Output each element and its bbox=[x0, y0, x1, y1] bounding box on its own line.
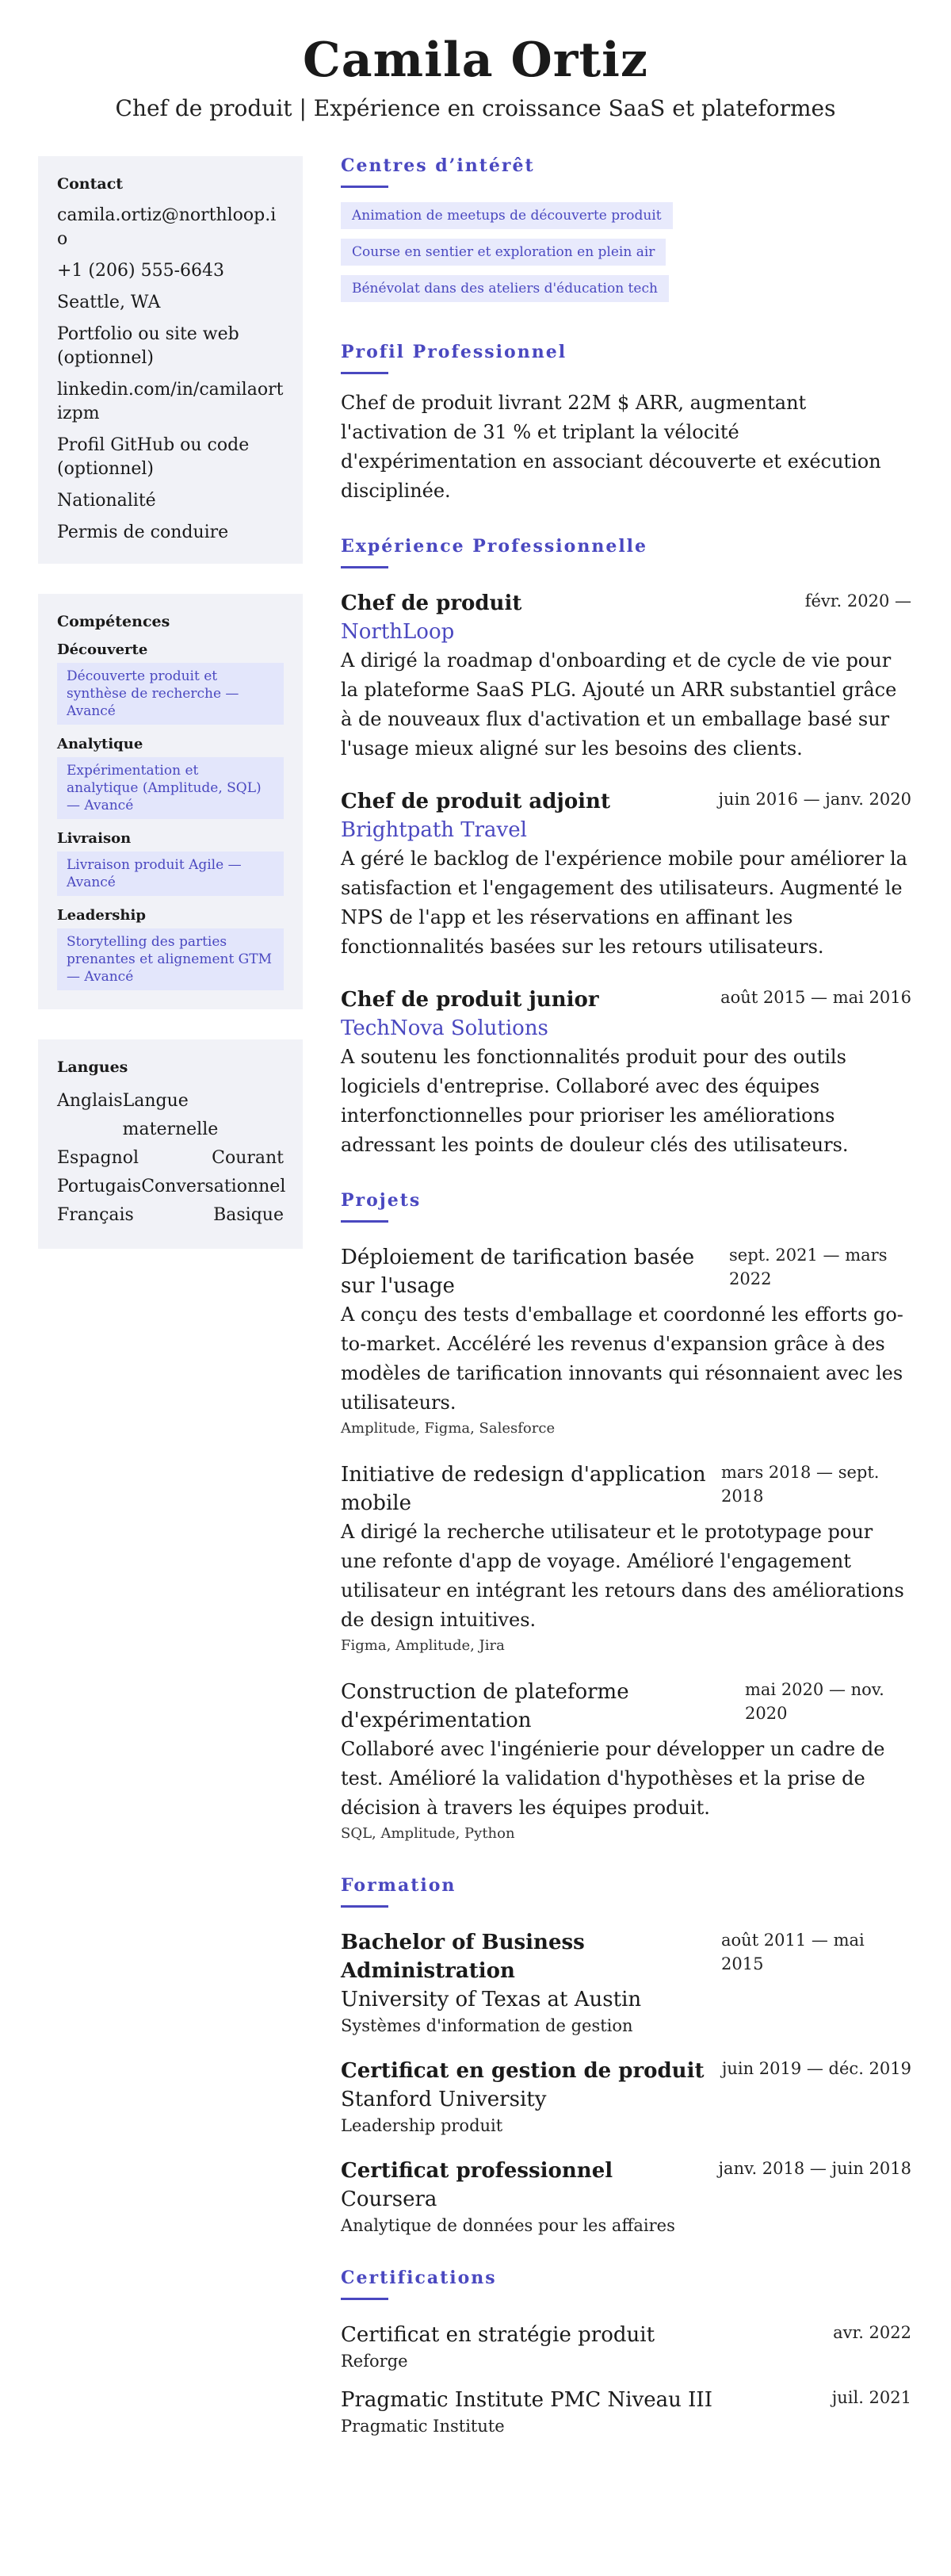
education-entry bbox=[341, 2057, 911, 2138]
language-row bbox=[57, 1087, 284, 1144]
interests-section bbox=[341, 155, 911, 312]
candidate-tagline: Chef de produit | Expérience en croissance SaaS et plateformes bbox=[115, 95, 836, 121]
skill-group-title: Découverte bbox=[57, 641, 148, 658]
main-content bbox=[341, 155, 911, 2468]
job-date: juin 2016 — janv. 2020 bbox=[718, 790, 911, 809]
sidebar bbox=[38, 156, 303, 1279]
education-section bbox=[341, 1875, 911, 2237]
job-title: Chef de produit adjoint bbox=[341, 790, 610, 813]
certification-date: juil. 2021 bbox=[831, 2388, 911, 2407]
language-row bbox=[57, 1144, 284, 1173]
project-entry bbox=[341, 1460, 911, 1657]
degree-detail: Systèmes d'information de gestion bbox=[341, 2016, 633, 2035]
section-title: Expérience Professionnelle bbox=[341, 536, 648, 557]
project-date: sept. 2021 — mars 2022 bbox=[729, 1246, 888, 1288]
skill-group-title: Leadership bbox=[57, 907, 146, 924]
certifications-section bbox=[341, 2268, 911, 2438]
certification-entry bbox=[341, 2321, 911, 2373]
degree-detail: Analytique de données pour les affaires bbox=[341, 2216, 675, 2235]
job-date: févr. 2020 — bbox=[804, 591, 911, 611]
job-description: A dirigé la roadmap d'onboarding et de cycle de vie pour la plateforme SaaS PLG. Ajouté un ARR substantiel grâce à de nouveaux flux d'activation et un emballage basé sur l'usage mieux aligné sur les besoins des clients. bbox=[341, 649, 897, 760]
section-rule bbox=[341, 1905, 388, 1908]
certification-date: avr. 2022 bbox=[833, 2323, 911, 2342]
school-name: University of Texas at Austin bbox=[341, 1988, 642, 2011]
resume-header bbox=[0, 0, 951, 121]
languages-title: Langues bbox=[57, 1058, 128, 1076]
language-name: Anglais bbox=[57, 1091, 123, 1111]
section-rule bbox=[341, 2298, 388, 2300]
project-description: A conçu des tests d'emballage et coordonné les efforts go-to-market. Accéléré les revenus d'expansion grâce à des modèles de tarification innovants qui résonnaient avec les utilisateurs. bbox=[341, 1303, 903, 1414]
experience-entry bbox=[341, 589, 911, 764]
language-row bbox=[57, 1201, 284, 1230]
job-description: A géré le backlog de l'expérience mobile pour améliorer la satisfaction et l'engagement des utilisateurs. Augmenté le NPS de l'app et les réservations en affinant les fonctionnalités basées sur les retours utilisateurs. bbox=[341, 848, 907, 958]
section-title: Centres d’intérêt bbox=[341, 155, 535, 176]
contact-location: Seattle, WA bbox=[57, 293, 161, 312]
language-name: Portugais bbox=[57, 1177, 142, 1196]
language-level: Conversationnel bbox=[141, 1177, 286, 1196]
section-title: Profil Professionnel bbox=[341, 342, 567, 362]
company-name: Brightpath Travel bbox=[341, 818, 527, 842]
job-description: A soutenu les fonctionnalités produit pour des outils logiciels d'entreprise. Collaboré avec des équipes interfonctionnelles pour prioriser les améliorations adressant les points de douleur clés des utilisateurs. bbox=[341, 1046, 849, 1156]
project-name: Initiative de redesign d'application mobile bbox=[341, 1463, 706, 1515]
degree-name: Bachelor of Business Administration bbox=[341, 1931, 585, 1983]
profile-section bbox=[341, 342, 911, 506]
candidate-name: Camila Ortiz bbox=[303, 33, 648, 88]
certification-entry bbox=[341, 2386, 911, 2438]
certification-name: Pragmatic Institute PMC Niveau III bbox=[341, 2388, 712, 2412]
skill-chip: Expérimentation et analytique (Amplitude, SQL) — Avancé bbox=[57, 757, 284, 819]
company-name: TechNova Solutions bbox=[341, 1016, 548, 1040]
project-name: Déploiement de tarification basée sur l'usage bbox=[341, 1246, 695, 1298]
project-tools: SQL, Amplitude, Python bbox=[341, 1825, 515, 1842]
skill-group-title: Livraison bbox=[57, 830, 132, 847]
degree-date: janv. 2018 — juin 2018 bbox=[718, 2159, 911, 2178]
section-title: Certifications bbox=[341, 2268, 497, 2288]
section-title: Projets bbox=[341, 1190, 422, 1211]
degree-detail: Leadership produit bbox=[341, 2116, 503, 2135]
job-date: août 2015 — mai 2016 bbox=[720, 988, 911, 1007]
project-date: mars 2018 — sept. 2018 bbox=[721, 1463, 880, 1506]
certification-issuer: Reforge bbox=[341, 2352, 408, 2371]
projects-section bbox=[341, 1190, 911, 1845]
project-tools: Amplitude, Figma, Salesforce bbox=[341, 1420, 556, 1437]
experience-entry bbox=[341, 986, 911, 1160]
contact-license: Permis de conduire bbox=[57, 522, 229, 542]
section-rule bbox=[341, 1220, 388, 1223]
contact-card bbox=[38, 156, 303, 564]
language-name: Espagnol bbox=[57, 1148, 139, 1168]
skill-group bbox=[57, 736, 284, 819]
interest-tag: Bénévolat dans des ateliers d'éducation tech bbox=[341, 275, 669, 302]
school-name: Stanford University bbox=[341, 2088, 547, 2111]
education-entry bbox=[341, 2157, 911, 2237]
project-entry bbox=[341, 1243, 911, 1440]
company-name: NorthLoop bbox=[341, 620, 455, 644]
school-name: Coursera bbox=[341, 2187, 437, 2211]
profile-summary: Chef de produit livrant 22M $ ARR, augmentant l'activation de 31 % et triplant la vélocité d'expérimentation en associant découverte et exécution disciplinée. bbox=[341, 392, 881, 502]
skill-chip: Découverte produit et synthèse de recherche — Avancé bbox=[57, 663, 284, 725]
contact-phone[interactable]: +1 (206) 555-6643 bbox=[57, 261, 224, 281]
languages-card bbox=[38, 1039, 303, 1249]
language-level: Langue maternelle bbox=[122, 1091, 219, 1139]
skill-group-title: Analytique bbox=[57, 736, 143, 752]
degree-name: Certificat en gestion de produit bbox=[341, 2059, 705, 2083]
project-description: Collaboré avec l'ingénierie pour développer un cadre de test. Amélioré la validation d'hypothèses et la prise de décision à travers les équipes produit. bbox=[341, 1738, 885, 1819]
skill-group bbox=[57, 641, 284, 725]
skills-card bbox=[38, 594, 303, 1009]
language-level: Basique bbox=[213, 1205, 284, 1225]
section-rule bbox=[341, 186, 388, 188]
language-level: Courant bbox=[212, 1148, 284, 1168]
job-title: Chef de produit junior bbox=[341, 988, 599, 1012]
section-rule bbox=[341, 372, 388, 374]
contact-nationality: Nationalité bbox=[57, 491, 156, 511]
project-entry bbox=[341, 1678, 911, 1845]
experience-section bbox=[341, 536, 911, 1160]
skill-group bbox=[57, 907, 284, 990]
degree-date: août 2011 — mai 2015 bbox=[721, 1931, 865, 1973]
degree-name: Certificat professionnel bbox=[341, 2159, 613, 2183]
contact-portfolio: Portfolio ou site web (optionnel) bbox=[57, 324, 239, 368]
contact-github: Profil GitHub ou code (optionnel) bbox=[57, 435, 250, 479]
skill-group bbox=[57, 830, 284, 896]
skill-chip: Storytelling des parties prenantes et alignement GTM — Avancé bbox=[57, 928, 284, 990]
section-title: Formation bbox=[341, 1875, 456, 1896]
contact-title: Contact bbox=[57, 175, 124, 193]
degree-date: juin 2019 — déc. 2019 bbox=[721, 2059, 911, 2078]
project-tools: Figma, Amplitude, Jira bbox=[341, 1637, 505, 1654]
language-row bbox=[57, 1173, 284, 1201]
experience-entry bbox=[341, 787, 911, 962]
language-name: Français bbox=[57, 1205, 134, 1225]
certification-issuer: Pragmatic Institute bbox=[341, 2417, 505, 2436]
skill-chip: Livraison produit Agile — Avancé bbox=[57, 852, 284, 896]
interest-tag: Animation de meetups de découverte produit bbox=[341, 202, 673, 229]
contact-linkedin[interactable]: linkedin.com/in/camilaortizpm bbox=[57, 380, 284, 423]
interest-tag: Course en sentier et exploration en plein air bbox=[341, 239, 666, 266]
contact-email[interactable]: camila.ortiz@northloop.io bbox=[57, 205, 277, 249]
section-rule bbox=[341, 566, 388, 568]
job-title: Chef de produit bbox=[341, 591, 522, 615]
project-name: Construction de plateforme d'expérimentation bbox=[341, 1680, 629, 1732]
skills-title: Compétences bbox=[57, 613, 170, 630]
project-description: A dirigé la recherche utilisateur et le prototypage pour une refonte d'app de voyage. Amélioré l'engagement utilisateur en intégrant les retours dans des améliorations de design intuitives. bbox=[341, 1521, 904, 1631]
certification-name: Certificat en stratégie produit bbox=[341, 2323, 655, 2347]
education-entry bbox=[341, 1928, 911, 2038]
project-date: mai 2020 — nov. 2020 bbox=[745, 1680, 884, 1723]
